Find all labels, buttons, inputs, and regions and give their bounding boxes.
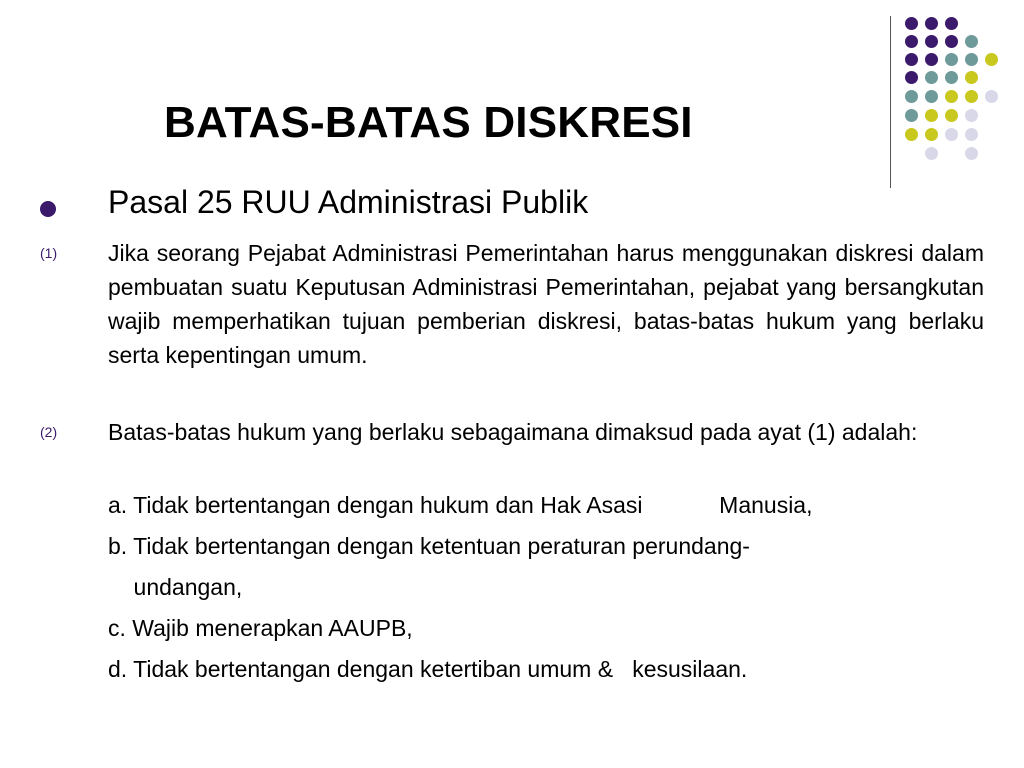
decor-dot — [965, 90, 978, 103]
decor-dot — [965, 128, 978, 141]
decor-dot — [945, 53, 958, 66]
sub-item-b: b. Tidak bertentangan dengan ketentuan peraturan perundang- — [108, 533, 750, 559]
item-text-1: Jika seorang Pejabat Administrasi Pemerintahan harus menggunakan diskresi dalam pembuatan suatu Keputusan Administrasi Pemerintahan, pejabat yang bersangkutan wajib memperhatikan tujuan pemberian diskresi, batas-batas hukum yang berlaku serta kepentingan umum. — [108, 240, 984, 368]
decor-dot — [925, 128, 938, 141]
decor-dot — [965, 71, 978, 84]
decor-dot — [965, 147, 978, 160]
decor-dot — [925, 109, 938, 122]
bullet-heading: Pasal 25 RUU Administrasi Publik — [108, 184, 589, 220]
decor-dot — [965, 35, 978, 48]
bullet-icon — [40, 201, 56, 217]
sub-item-d: d. Tidak bertentangan dengan ketertiban umum & kesusilaan. — [108, 656, 748, 682]
decor-dot — [905, 17, 918, 30]
decor-dot — [905, 35, 918, 48]
decor-dot — [965, 53, 978, 66]
item-marker-2: (2) — [40, 424, 58, 440]
decor-dot — [905, 71, 918, 84]
decor-dot — [925, 35, 938, 48]
decor-dot — [925, 71, 938, 84]
decor-dot — [905, 90, 918, 103]
decor-dot — [925, 17, 938, 30]
decor-dot — [965, 109, 978, 122]
decor-dot — [985, 53, 998, 66]
decorative-dot-grid — [905, 12, 1015, 167]
decor-dot — [905, 128, 918, 141]
sub-item-c: c. Wajib menerapkan AAUPB, — [108, 615, 413, 641]
sub-item-a: a. Tidak bertentangan dengan hukum dan Hak Asasi Manusia, — [108, 492, 813, 518]
decor-dot — [945, 17, 958, 30]
sub-item-b-continued: undangan, — [108, 574, 243, 600]
vertical-divider — [890, 16, 891, 188]
decor-dot — [945, 90, 958, 103]
decor-dot — [905, 109, 918, 122]
item-marker-1: (1) — [40, 245, 58, 261]
slide-title: BATAS-BATAS DISKRESI — [164, 98, 693, 147]
decor-dot — [945, 71, 958, 84]
decor-dot — [925, 90, 938, 103]
item-text-2: Batas-batas hukum yang berlaku sebagaimana dimaksud pada ayat (1) adalah: — [108, 419, 918, 445]
decor-dot — [985, 90, 998, 103]
decor-dot — [905, 53, 918, 66]
decor-dot — [925, 147, 938, 160]
decor-dot — [925, 53, 938, 66]
decor-dot — [945, 128, 958, 141]
decor-dot — [945, 35, 958, 48]
decor-dot — [945, 109, 958, 122]
